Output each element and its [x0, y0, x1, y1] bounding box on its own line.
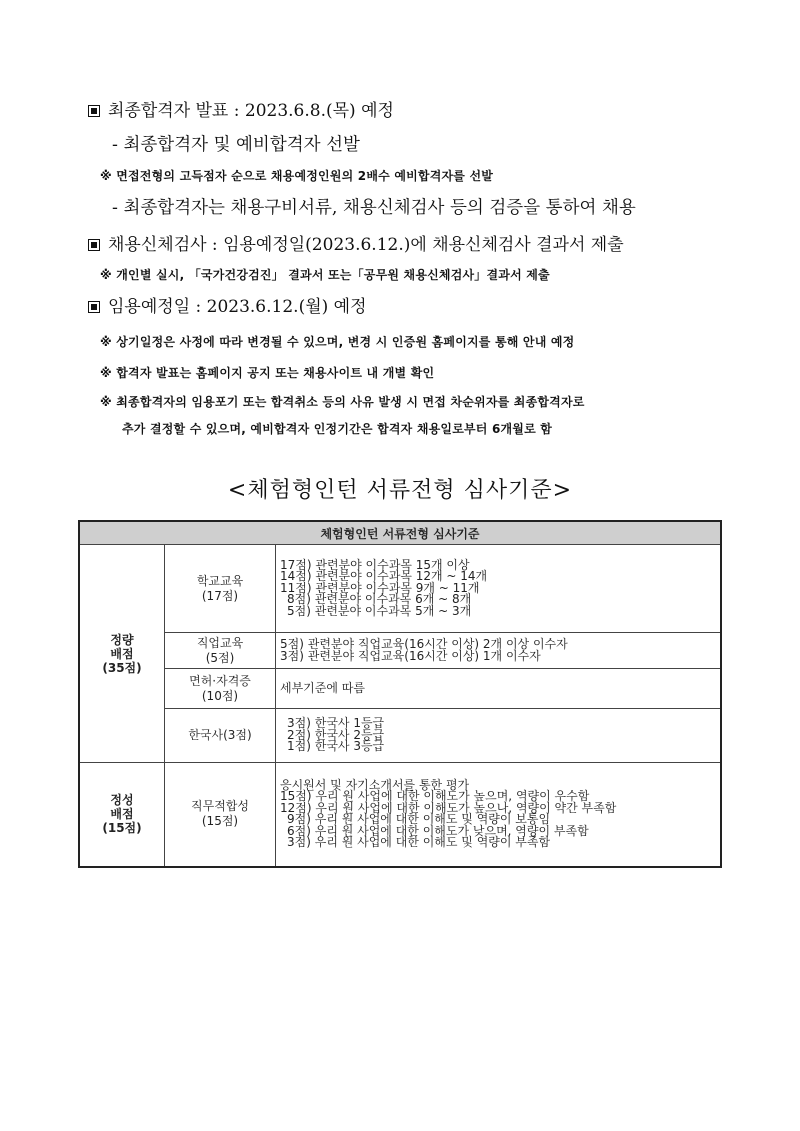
table-row — [79, 545, 721, 633]
sub-label: 면허·자격증 — [189, 673, 251, 688]
sub-label: 직무적합성 — [191, 799, 249, 814]
category-label: 배점 — [110, 807, 134, 822]
category-label: 배점 — [110, 646, 134, 661]
criteria-table — [78, 520, 722, 868]
note-schedule: ※ 상기일정은 사정에 따라 변경될 수 있으며, 변경 시 인증원 홈페이지를 통해 안내 예정 — [100, 335, 575, 349]
criteria-item: 3점) 한국사 1등급 — [287, 716, 385, 731]
criteria-item: 1점) 한국사 3등급 — [287, 739, 385, 754]
category-points: (15점) — [102, 821, 142, 836]
sub-points: (5점) — [205, 650, 235, 665]
sub-label: 학교교육 — [196, 573, 244, 588]
criteria-item: 9점) 우리 원 사업에 대한 이해도 및 역량이 보통임 — [287, 812, 551, 827]
note-announce: ※ 합격자 발표는 홈페이지 공지 또는 채용사이트 내 개별 확인 — [100, 366, 435, 380]
desc-history — [276, 709, 722, 763]
sub-points: (15점) — [201, 814, 239, 829]
note-health: ※ 개인별 실시, 「국가건강검진」 결과서 또는「공무원 채용신체검사」결과서 제출 — [100, 268, 550, 282]
sub-label: 한국사(3점) — [188, 728, 252, 742]
criteria-item: 3점) 관련분야 직업교육(16시간 이상) 1개 이수자 — [280, 648, 541, 663]
criteria-item: 8점) 관련분야 이수과목 6개 ~ 8개 — [287, 592, 472, 607]
sub-school — [165, 545, 276, 633]
category-quantitative — [79, 545, 165, 763]
criteria-item: 3점) 우리 원 사업에 대한 이해도 및 역량이 부족함 — [287, 835, 551, 850]
appoint-date-line — [88, 292, 367, 317]
criteria-item: 5점) 관련분야 이수과목 5개 ~ 3개 — [287, 603, 472, 618]
health-check-line — [88, 230, 624, 255]
desc-vocational — [276, 633, 722, 669]
checkbox-square-icon — [88, 239, 100, 251]
table-row — [79, 709, 721, 763]
criteria-item: 6점) 우리 원 사업에 대한 이해도가 낮으며, 역량이 부족함 — [287, 823, 589, 838]
final-announce-line — [88, 96, 394, 121]
criteria-item: 응시원서 및 자기소개서를 통한 평가 — [280, 777, 470, 792]
final-announce-text: 최종합격자 발표 : 2023.6.8.(목) 예정 — [108, 101, 394, 121]
criteria-item: 세부기준에 따름 — [280, 680, 365, 695]
desc-duty — [276, 763, 722, 867]
final-hire-line: - 최종합격자는 채용구비서류, 채용신체검사 등의 검증을 통하여 채용 — [112, 198, 636, 218]
criteria-item: 17점) 관련분야 이수과목 15개 이상 — [280, 557, 470, 572]
criteria-item: 15점) 우리 원 사업에 대한 이해도가 높으며, 역량이 우수함 — [280, 789, 590, 804]
sub-label: 직업교육 — [196, 635, 244, 650]
health-check-text: 채용신체검사 : 임용예정일(2023.6.12.)에 채용신체검사 결과서 제출 — [108, 235, 624, 255]
desc-license — [276, 669, 722, 709]
criteria-item: 2점) 한국사 2등급 — [287, 727, 385, 742]
sub-license — [165, 669, 276, 709]
table-row — [79, 669, 721, 709]
category-label: 정성 — [110, 793, 134, 808]
table-row — [79, 633, 721, 669]
table-row — [79, 763, 721, 867]
checkbox-square-icon — [88, 301, 100, 313]
section-title: <체험형인턴 서류전형 심사기준> — [227, 478, 573, 503]
criteria-item: 11점) 관련분야 이수과목 9개 ~ 11개 — [280, 580, 480, 595]
sub-points: (17점) — [201, 588, 239, 603]
criteria-item: 12점) 우리 원 사업에 대한 이해도가 높으나, 역량이 약간 부족함 — [280, 800, 617, 815]
category-qualitative — [79, 763, 165, 867]
sub-duty — [165, 763, 276, 867]
table-header: 체험형인턴 서류전형 심사기준 — [79, 521, 721, 545]
checkbox-square-icon — [88, 105, 100, 117]
note-reserve2-a: ※ 최종합격자의 임용포기 또는 합격취소 등의 사유 발생 시 면접 차순위자를 최종합격자로 — [100, 395, 585, 409]
category-label: 정량 — [110, 632, 134, 647]
sub-points: (10점) — [201, 688, 239, 703]
appoint-date-text: 임용예정일 : 2023.6.12.(월) 예정 — [108, 297, 367, 317]
final-select-line: - 최종합격자 및 예비합격자 선발 — [112, 135, 360, 155]
criteria-item: 5점) 관련분야 직업교육(16시간 이상) 2개 이상 이수자 — [280, 637, 568, 651]
criteria-item: 14점) 관련분야 이수과목 12개 ~ 14개 — [280, 569, 488, 584]
note-reserve: ※ 면접전형의 고득점자 순으로 채용예정인원의 2배수 예비합격자를 선발 — [100, 169, 494, 183]
note-reserve2-b: 추가 결정할 수 있으며, 예비합격자 인정기간은 합격자 채용일로부터 6개월로 함 — [122, 422, 553, 436]
category-points: (35점) — [102, 660, 142, 675]
sub-history — [165, 709, 276, 763]
desc-school — [276, 545, 722, 633]
sub-vocational — [165, 633, 276, 669]
